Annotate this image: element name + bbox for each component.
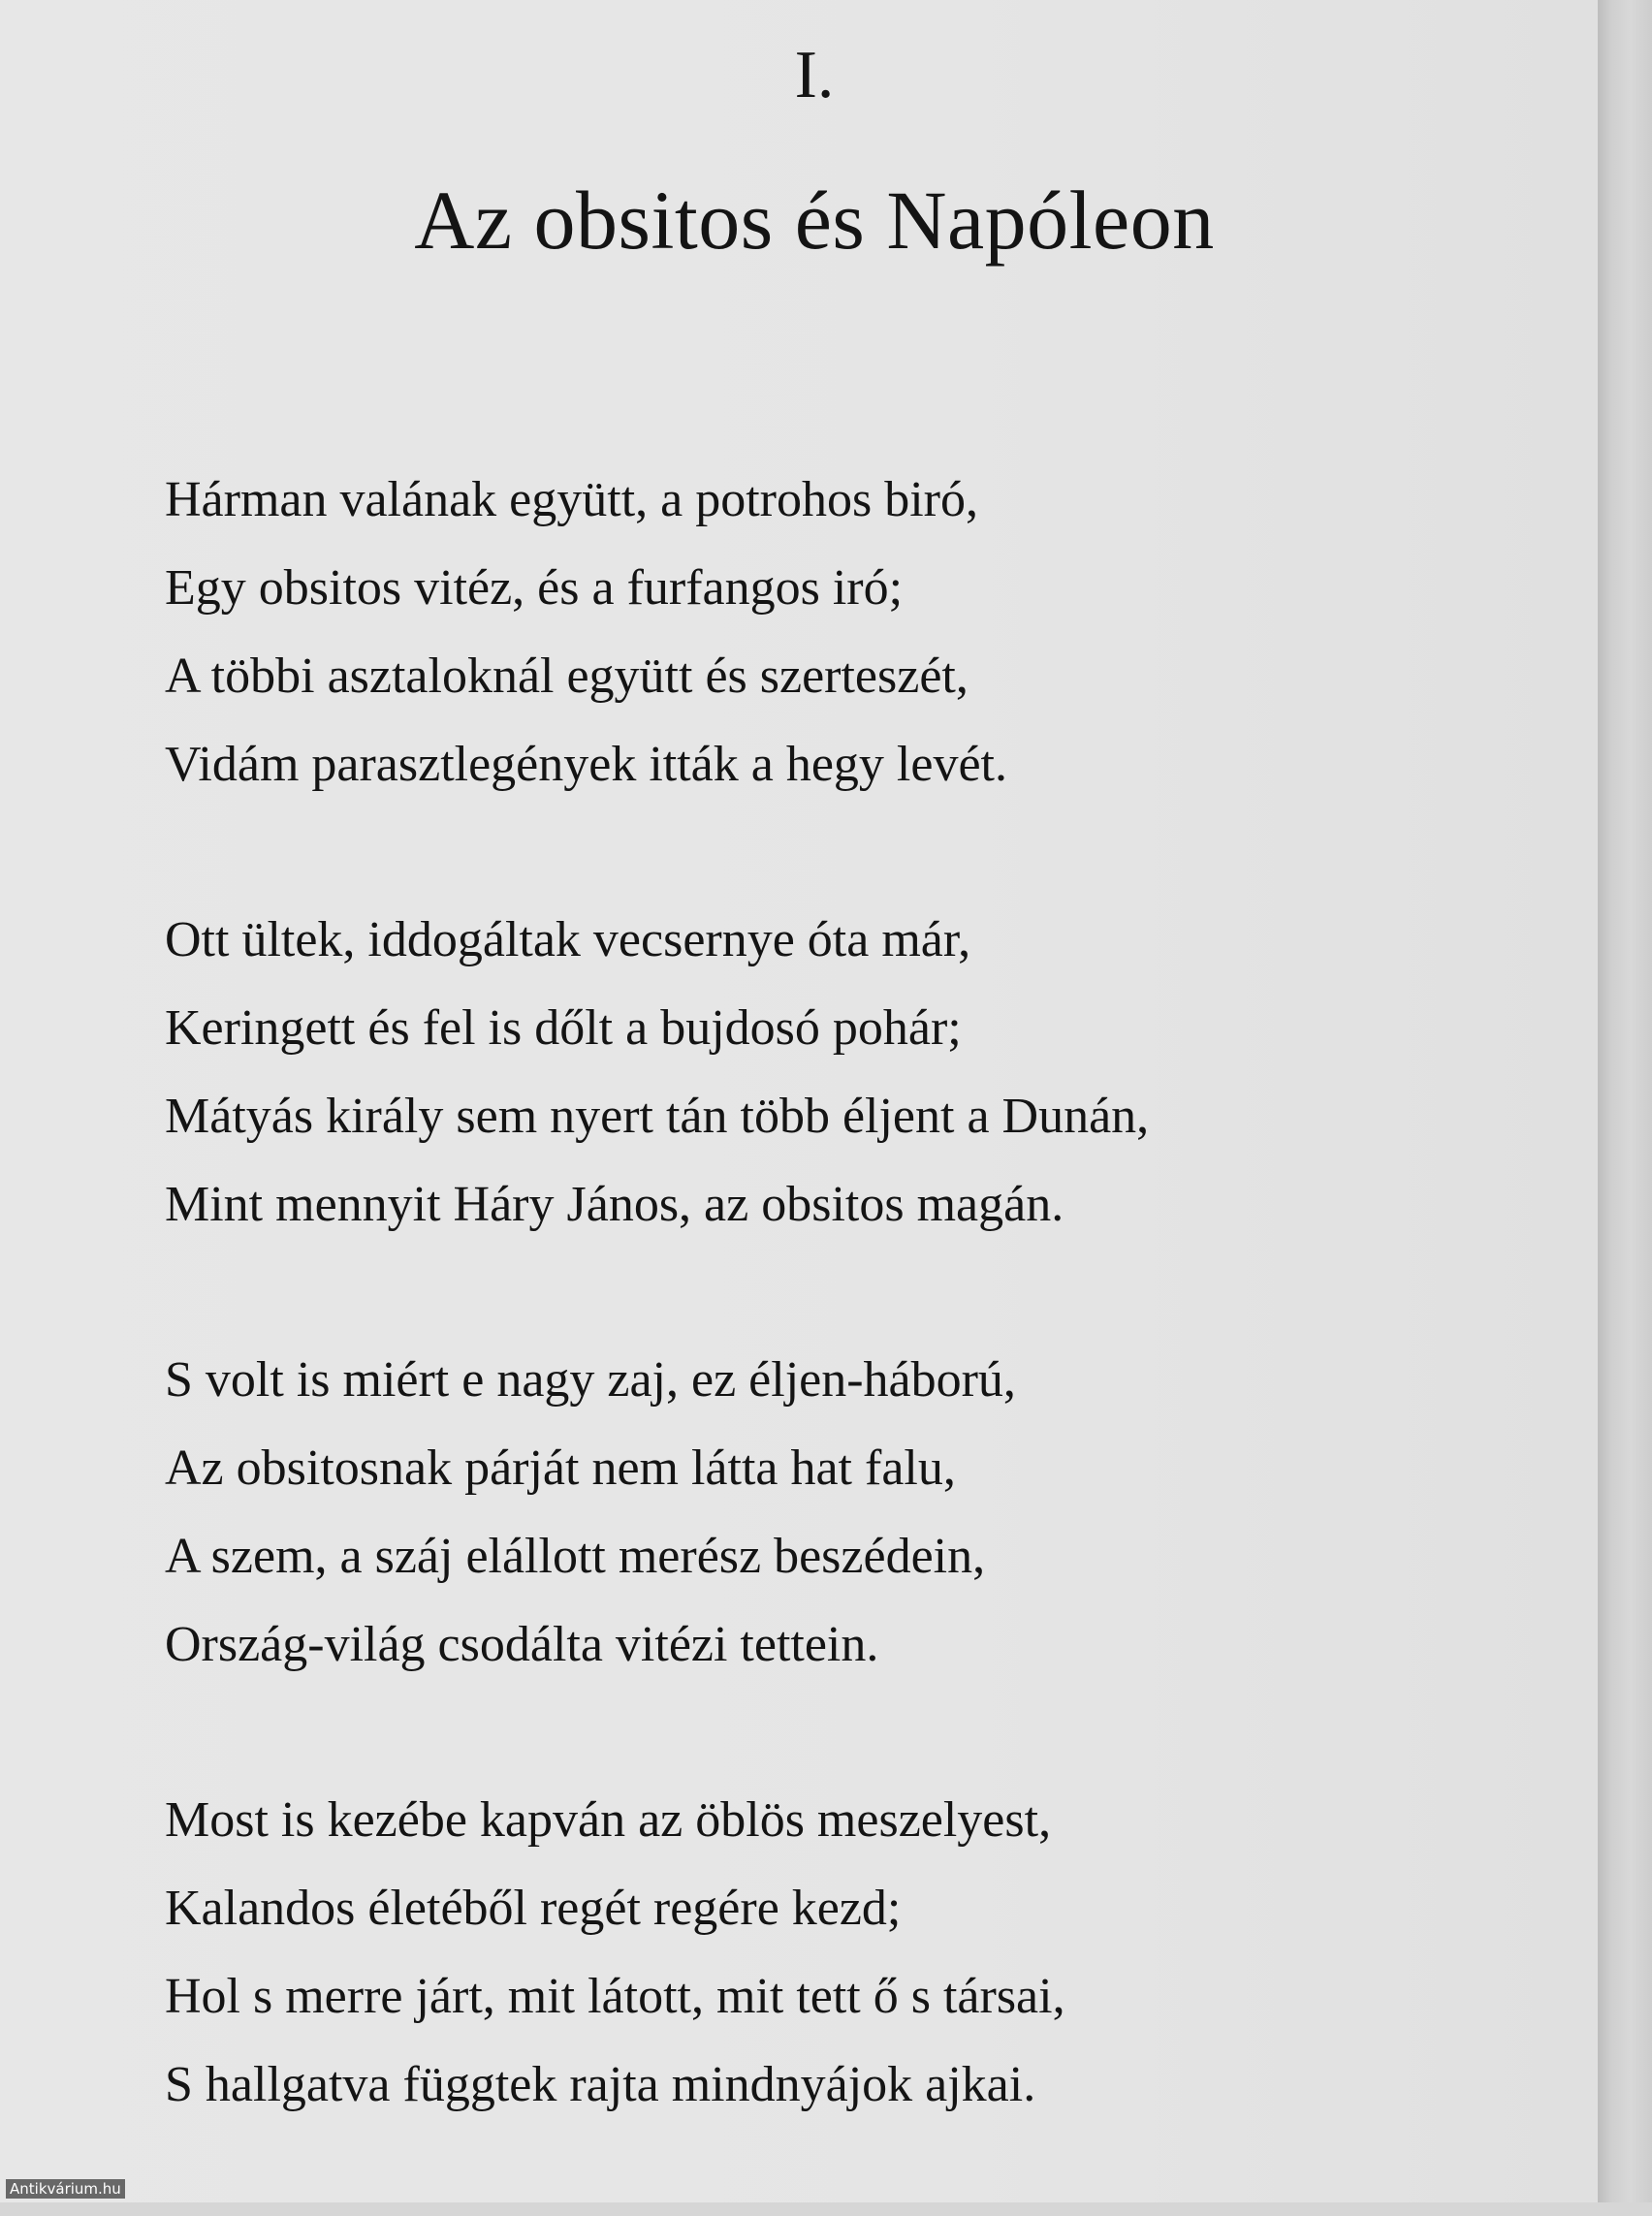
poem-line: A többi asztaloknál együtt és szerteszét,	[165, 649, 969, 704]
stanza-2	[165, 896, 1425, 1249]
poem-line: Hárman valának együtt, a potrohos biró,	[165, 472, 978, 527]
poem-line: Az obsitosnak párját nem látta hat falu,	[165, 1440, 956, 1496]
poem-line: Vidám parasztlegények itták a hegy levét.	[165, 737, 1007, 792]
poem-line: A szem, a száj elállott merész beszédein,	[165, 1529, 986, 1584]
poem-line: Kalandos életéből regét regére kezd;	[165, 1881, 902, 1936]
poem-line: Ország-világ csodálta vitézi tettein.	[165, 1617, 879, 1672]
poem-line: Mint mennyit Háry János, az obsitos magán.	[165, 1177, 1064, 1232]
chapter-number: I.	[794, 38, 835, 112]
poem-line: S volt is miért e nagy zaj, ez éljen-háború,	[165, 1352, 1016, 1408]
chapter-title: Az obsitos és Napóleon	[414, 174, 1215, 267]
stanza-1	[165, 456, 1425, 808]
poem-line: Hol s merre járt, mit látott, mit tett ő s társai,	[165, 1969, 1065, 2024]
watermark: Antikvárium.hu	[6, 2179, 125, 2199]
poem-line: Most is kezébe kapván az öblös meszelyest,	[165, 1792, 1052, 1848]
poem-body	[165, 456, 1425, 2216]
poem-line: Egy obsitos vitéz, és a furfangos iró;	[165, 560, 904, 616]
poem-line: Mátyás király sem nyert tán több éljent a Dunán,	[165, 1089, 1150, 1144]
stanza-3	[165, 1336, 1425, 1689]
stanza-4	[165, 1776, 1425, 2129]
poem-line: S hallgatva függtek rajta mindnyájok ajkai.	[165, 2057, 1036, 2112]
next-page-edge	[1598, 0, 1652, 2202]
poem-line: Ott ültek, iddogáltak vecsernye óta már,	[165, 912, 971, 967]
poem-line: Keringett és fel is dőlt a bujdosó pohár;	[165, 1000, 962, 1056]
